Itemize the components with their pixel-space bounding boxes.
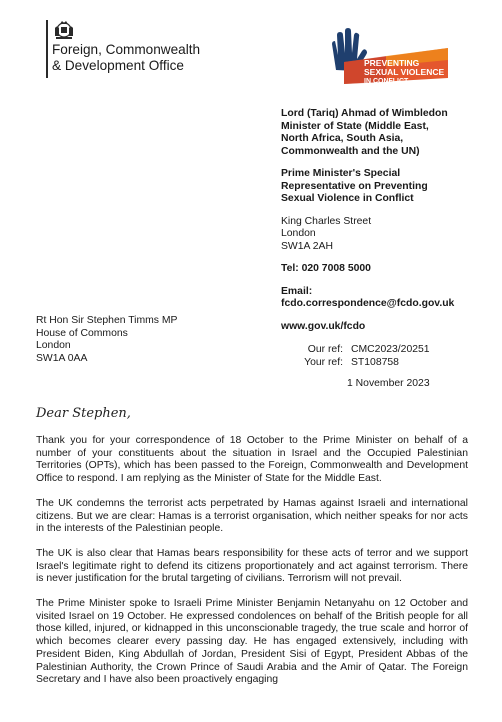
body-paragraph: The UK is also clear that Hamas bears responsibility for these acts of terror and we support Israel's legitimate right to defend its citizens proportionately and act against terrorism. There is never justification for the brutal targeting of civilians. Terrorism will not prevail. [36, 547, 468, 585]
sender-role-line: Representative on Preventing [281, 180, 428, 192]
salutation: Dear Stephen, [36, 406, 131, 421]
sender-name-line: Lord (Tariq) Ahmad of Wimbledon [281, 108, 448, 119]
letter-body [36, 435, 468, 699]
recipient-line: London [36, 340, 71, 352]
sender-role-line: Sexual Violence in Conflict [281, 193, 414, 204]
psvi-campaign-logo [326, 22, 450, 86]
our-ref-value: CMC2023/20251 [351, 344, 430, 355]
sender-role-line: Prime Minister's Special [281, 168, 401, 179]
recipient-address [36, 315, 177, 365]
body-paragraph: The UK condemns the terrorist acts perpetrated by Hamas against Israeli and international citizens. But we are clear: Hamas is a terrorist organisation, which neither speaks for nor acts in the interests of the Palestinian people. [36, 497, 468, 535]
our-ref-label: Our ref: [307, 344, 343, 355]
sender-website-link[interactable]: www.gov.uk/fcdo [281, 320, 366, 332]
your-ref-value: ST108758 [351, 356, 399, 368]
recipient-line: SW1A 0AA [36, 352, 88, 364]
body-paragraph: The Prime Minister spoke to Israeli Prime Minister Benjamin Netanyahu on 12 October and visited Israel on 19 October. He expressed condolences on behalf of the British people for all those killed, injured, or kidnapped in this unconscionable tragedy, the true scale and horror of which becomes clearer every passing day. He has engaged extensively, including with President Biden, King Abdullah of Jordan, President Sisi of Egypt, President Abbas of the Palestinian Authority, the Crown Prince of Saudi Arabia and the Amir of Qatar. The Foreign Secretary and I have also been proactively engaging [36, 598, 468, 686]
recipient-line: House of Commons [36, 327, 128, 339]
logo-text-line-3: IN CONFLICT [364, 78, 409, 85]
sender-title-line: Commonwealth and the UN) [281, 145, 420, 157]
sender-block [281, 108, 491, 333]
body-paragraph: Thank you for your correspondence of 18 October to the Prime Minister on behalf of a number of your constituents about the situation in Israel and the Occupied Palestinian Territories (OPTs), which has been passed to the Foreign, Commonwealth and Development Office to respond. I am replying as the Minister of State for the Middle East. [36, 435, 468, 485]
sender-address-line: SW1A 2AH [281, 240, 333, 252]
your-ref-label: Your ref: [304, 356, 343, 368]
logo-text-line-1: PREVENTING [364, 58, 420, 68]
sender-email-label: Email: [281, 285, 313, 297]
logo-divider-bar [46, 20, 48, 78]
sender-address-line: London [281, 228, 316, 239]
recipient-line: Rt Hon Sir Stephen Timms MP [36, 315, 178, 326]
sender-email-link[interactable]: fcdo.correspondence@fcdo.gov.uk [281, 298, 455, 309]
department-line-1: Foreign, Commonwealth [52, 42, 201, 57]
sender-title-line: Minister of State (Middle East, [281, 120, 429, 132]
reference-block [283, 344, 430, 369]
department-name [52, 42, 200, 73]
sender-address-line: King Charles Street [281, 215, 372, 227]
sender-title-line: North Africa, South Asia, [281, 133, 404, 144]
sender-tel: Tel: 020 7008 5000 [281, 263, 371, 274]
royal-crest-icon [52, 18, 76, 40]
department-line-2: & Development Office [52, 57, 184, 73]
logo-text-line-2: SEXUAL VIOLENCE [364, 67, 445, 77]
letter-date: 1 November 2023 [347, 378, 430, 389]
